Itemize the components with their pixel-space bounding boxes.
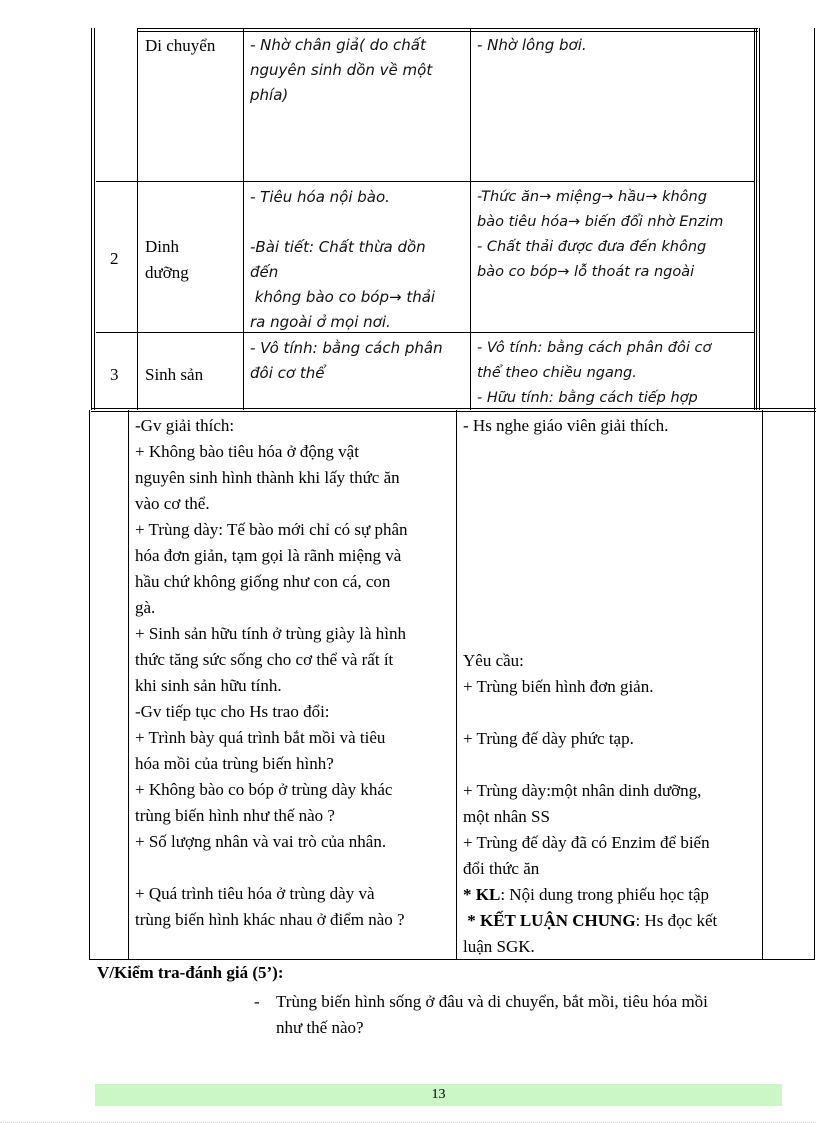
table-bottom-border bbox=[91, 408, 816, 412]
text-line: + Trùng đế dày phức tạp. bbox=[463, 729, 634, 748]
text-line: + Trình bày quá trình bắt mồi và tiêu bbox=[135, 728, 386, 747]
text-line: - Vô tính: bằng cách phân bbox=[250, 339, 443, 357]
section-prefix: V/ bbox=[97, 963, 114, 982]
row-number-2: 2 bbox=[110, 249, 119, 268]
text-line: -Gv giải thích: bbox=[135, 416, 235, 435]
activity-col-1 bbox=[128, 410, 129, 960]
text-line: -Thức ăn→ miệng→ hầu→ không bbox=[477, 189, 707, 205]
text-line: nguyên sinh dồn về một bbox=[250, 61, 433, 79]
text-line: Dinh bbox=[145, 237, 179, 256]
kl-text: : Nội dung trong phiếu học tập bbox=[500, 885, 710, 904]
text-line: - Vô tính: bằng cách phân đôi cơ bbox=[477, 340, 712, 356]
text-line: + Trùng biến hình đơn giản. bbox=[463, 677, 654, 696]
row2-col-a bbox=[250, 185, 468, 335]
text-line: - Chất thải được đưa đến không bbox=[477, 239, 707, 255]
text-line: phía) bbox=[250, 86, 289, 104]
row-label-dinh-duong bbox=[145, 234, 189, 286]
text-line: đến bbox=[250, 263, 279, 281]
text-line: + Trùng đế dày đã có Enzim để biến bbox=[463, 833, 710, 852]
text-line: + Sinh sản hữu tính ở trùng giày là hình bbox=[135, 624, 406, 643]
outer-right-border bbox=[756, 28, 760, 410]
row-number-3: 3 bbox=[110, 365, 119, 384]
text-line: + Không bào tiêu hóa ở động vật bbox=[135, 442, 359, 461]
text-line: -Gv tiếp tục cho Hs trao đổi: bbox=[135, 702, 330, 721]
text-line: thức tăng sức sống cho cơ thể và rất ít bbox=[135, 650, 394, 669]
text-line: thể theo chiều ngang. bbox=[477, 365, 637, 381]
row3-col-b bbox=[477, 336, 753, 408]
activity-left-border bbox=[89, 410, 90, 960]
footer-band bbox=[95, 1084, 782, 1106]
kl-label: KL bbox=[475, 885, 501, 904]
klc-star: * bbox=[463, 911, 480, 930]
klc-text: : Hs đọc kết bbox=[635, 911, 718, 930]
col-divider-2 bbox=[243, 28, 244, 410]
kl-star: * bbox=[463, 885, 476, 904]
row3-col-a bbox=[250, 336, 468, 386]
col-divider-3 bbox=[470, 28, 471, 410]
text-line bbox=[463, 752, 759, 778]
student-column bbox=[463, 413, 759, 439]
col-divider-4 bbox=[754, 28, 755, 410]
text-line: -Bài tiết: Chất thừa dồn bbox=[250, 238, 426, 256]
outer-left-border bbox=[91, 28, 95, 410]
text-line: Trùng biến hình sống ở đâu và di chuyển, bắt mồi, tiêu hóa mồi bbox=[276, 992, 708, 1011]
text-line: hầu chứ không giống như con cá, con bbox=[135, 572, 391, 591]
text-line: - Hs nghe giáo viên giải thích. bbox=[463, 416, 669, 435]
text-line: khi sinh sản hữu tính. bbox=[135, 676, 282, 695]
text-line: ra ngoài ở mọi nơi. bbox=[250, 313, 391, 331]
row-label-sinh-san: Sinh sản bbox=[145, 365, 204, 384]
text-line bbox=[135, 855, 453, 881]
text-line: hóa đơn giản, tạm gọi là rãnh miệng và bbox=[135, 546, 402, 565]
text-line: dưỡng bbox=[145, 263, 189, 282]
text-line: bào tiêu hóa→ biến đổi nhờ Enzim bbox=[477, 214, 724, 230]
text-line: nguyên sinh hình thành khi lấy thức ăn bbox=[135, 468, 400, 487]
text-line: trùng biến hình khác nhau ở điểm nào ? bbox=[135, 910, 405, 929]
teacher-column bbox=[135, 413, 453, 933]
row1-col-a bbox=[250, 33, 465, 108]
question-text bbox=[276, 989, 796, 1041]
text-line: + Quá trình tiêu hóa ở trùng dày và bbox=[135, 884, 375, 903]
activity-col-2 bbox=[456, 410, 457, 960]
text-line: - Hữu tính: bằng cách tiếp hợp bbox=[477, 390, 698, 406]
text-line: bào co bóp→ lỗ thoát ra ngoài bbox=[477, 264, 695, 280]
klc-label: KẾT LUẬN CHUNG bbox=[480, 911, 636, 930]
row2-col-b bbox=[477, 185, 753, 285]
text-line: đôi cơ thể bbox=[250, 364, 325, 382]
text-line: - Nhờ chân giả( do chất bbox=[250, 36, 426, 54]
text-line: Yêu cầu: bbox=[463, 651, 524, 670]
student-requests bbox=[463, 648, 759, 960]
row-label-di-chuyen: Di chuyển bbox=[145, 36, 216, 55]
text-line: luận SGK. bbox=[463, 937, 535, 956]
klc-line bbox=[463, 908, 759, 934]
activity-col-3 bbox=[762, 410, 763, 960]
text-line: gà. bbox=[135, 598, 156, 617]
text-line: không bào co bóp→ thải bbox=[250, 288, 436, 306]
text-line: + Trùng dày: Tế bào mới chỉ có sự phân bbox=[135, 520, 408, 539]
text-line: + Số lượng nhân và vai trò của nhân. bbox=[135, 832, 387, 851]
text-line: + Trùng dày:một nhân dinh dưỡng, bbox=[463, 781, 702, 800]
text-line: vào cơ thể. bbox=[135, 494, 210, 513]
text-line: một nhân SS bbox=[463, 807, 550, 826]
text-line: - Nhờ lông bơi. bbox=[477, 36, 587, 54]
text-line bbox=[250, 210, 468, 235]
page-right-border bbox=[814, 28, 815, 960]
text-line: hóa mồi của trùng biến hình? bbox=[135, 754, 334, 773]
text-line: + Không bào co bóp ở trùng dày khác bbox=[135, 780, 393, 799]
section-v-heading bbox=[97, 963, 284, 983]
row-divider-1 bbox=[96, 181, 755, 182]
text-line bbox=[463, 700, 759, 726]
col-divider-1 bbox=[137, 28, 138, 410]
text-line: trùng biến hình như thế nào ? bbox=[135, 806, 335, 825]
text-line: - Tiêu hóa nội bào. bbox=[250, 188, 390, 206]
text-line: đổi thức ăn bbox=[463, 859, 540, 878]
bullet-dash: - bbox=[254, 992, 260, 1011]
text-line: như thế nào? bbox=[276, 1018, 364, 1037]
row1-col-b bbox=[477, 33, 752, 58]
section-title: Kiểm tra-đánh giá (5’): bbox=[114, 963, 284, 982]
page-number: 13 bbox=[431, 1087, 446, 1102]
kl-line bbox=[463, 882, 759, 908]
table-top-border bbox=[137, 28, 758, 32]
